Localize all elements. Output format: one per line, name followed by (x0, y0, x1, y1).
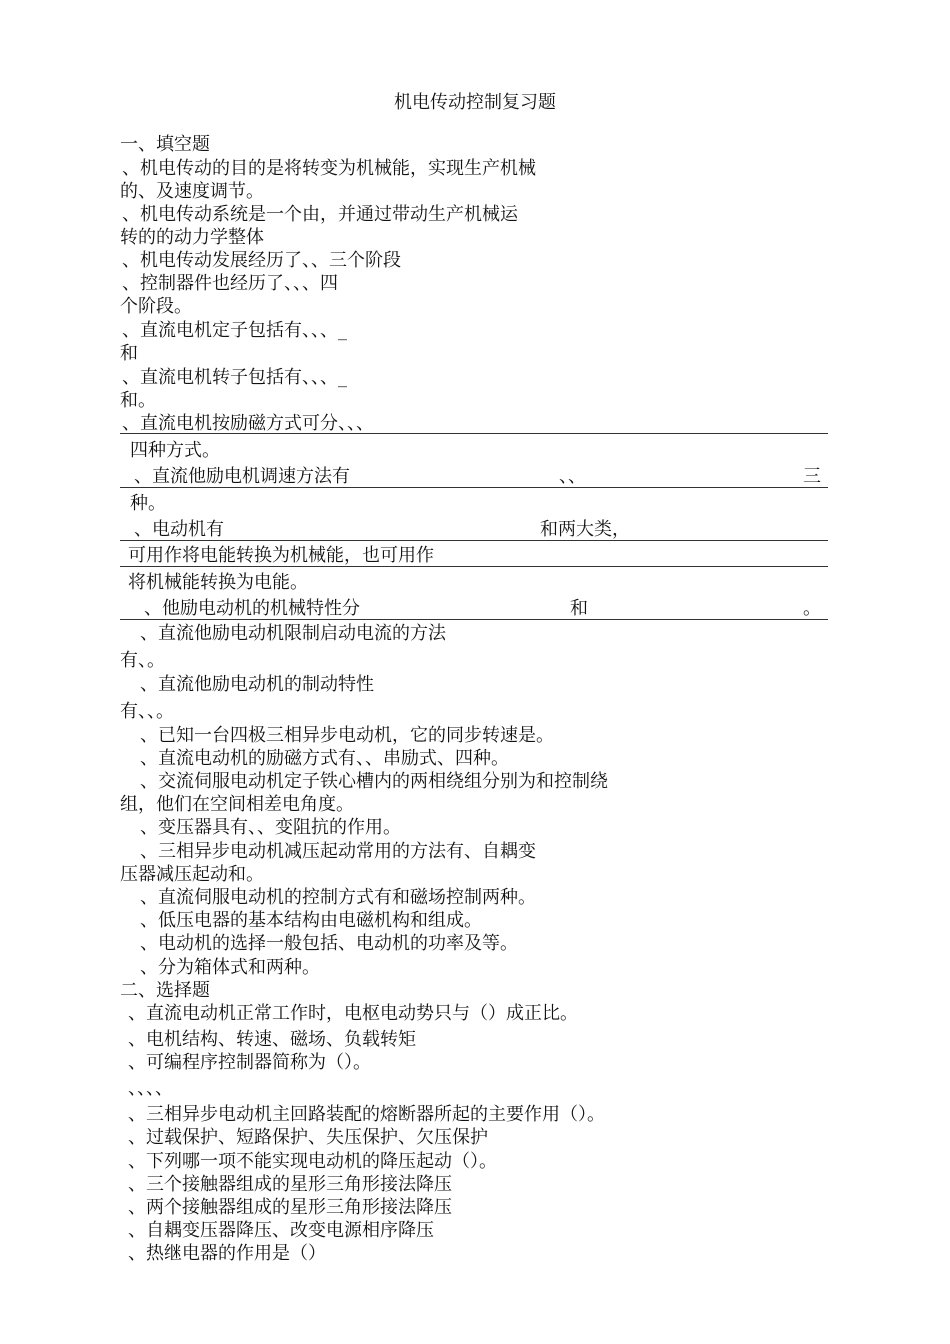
text-line: 有、、。 (120, 701, 174, 722)
section-heading-fill-in: 一、填空题 (120, 134, 210, 155)
text-line: 、、 (559, 466, 586, 487)
text-line: 、、、、 (128, 1078, 173, 1099)
text-line: 有、。 (120, 650, 165, 671)
text-line: 、分为箱体式和两种。 (140, 957, 320, 978)
text-line: 、他励电动机的机械特性分 (144, 598, 360, 619)
underline-rule (120, 540, 828, 541)
text-line: 将机械能转换为电能。 (128, 572, 308, 593)
text-line: 、热继电器的作用是（） (128, 1243, 326, 1264)
text-line: 和。 (120, 390, 156, 411)
text-line: 、直流他励电动机限制启动电流的方法 (140, 623, 446, 644)
text-line: 个阶段。 (120, 296, 192, 317)
text-line: 、直流电机按励磁方式可分、、、 (122, 413, 374, 434)
text-line: 、电动机有 (134, 519, 224, 540)
text-line: 、直流伺服电动机的控制方式有和磁场控制两种。 (140, 887, 536, 908)
text-line: 的、及速度调节。 (120, 181, 264, 202)
text-line: 、三相异步电动机减压起动常用的方法有、自耦变 (140, 841, 536, 862)
text-line: 、直流电机定子包括有、、、_ (122, 320, 347, 341)
text-line: 、变压器具有、、变阻抗的作用。 (140, 817, 401, 838)
text-line: 组，他们在空间相差电角度。 (120, 794, 354, 815)
text-line: 、机电传动的目的是将转变为机械能，实现生产机械 (122, 158, 536, 179)
text-line: 。 (803, 598, 821, 619)
text-line: 、电动机的选择一般包括、电动机的功率及等。 (140, 933, 518, 954)
text-line: 、电机结构、转速、磁场、负载转矩 (128, 1029, 416, 1050)
text-line: 、交流伺服电动机定子铁心槽内的两相绕组分别为和控制绕 (140, 771, 608, 792)
text-line: 、直流他励电动机的制动特性 (140, 674, 374, 695)
text-line: 、直流电动机正常工作时，电枢电动势只与（）成正比。 (128, 1003, 578, 1024)
text-line: 转的的动力学整体 (120, 227, 264, 248)
section-heading-choice: 二、选择题 (120, 980, 210, 1001)
text-line: 、低压电器的基本结构由电磁机构和组成。 (140, 910, 482, 931)
text-line: 、三相异步电动机主回路装配的熔断器所起的主要作用（）。 (128, 1104, 605, 1125)
text-line: 、下列哪一项不能实现电动机的降压起动（）。 (128, 1151, 497, 1172)
text-line: 、机电传动发展经历了、、三个阶段 (122, 250, 401, 271)
text-line: 和 (120, 343, 138, 364)
underline-rule (120, 566, 828, 567)
text-line: 、过载保护、短路保护、失压保护、欠压保护 (128, 1127, 488, 1148)
text-line: 、直流电机转子包括有、、、_ (122, 367, 347, 388)
underline-rule (120, 619, 828, 620)
text-line: 、直流电动机的励磁方式有、、串励式、四种。 (140, 748, 509, 769)
text-line: 可用作将电能转换为机械能，也可用作 (128, 545, 434, 566)
text-line: 、自耦变压器降压、改变电源相序降压 (128, 1220, 434, 1241)
text-line: 压器减压起动和。 (120, 864, 264, 885)
text-line: 、两个接触器组成的星形三角形接法降压 (128, 1197, 452, 1218)
underline-rule (120, 487, 828, 488)
underline-rule (120, 433, 828, 434)
text-line: 和两大类， (540, 519, 630, 540)
text-line: 、直流他励电机调速方法有 (134, 466, 350, 487)
text-line: 、可编程序控制器简称为（）。 (128, 1052, 371, 1073)
text-line: 四种方式。 (130, 440, 220, 461)
text-line: 、机电传动系统是一个由，并通过带动生产机械运 (122, 204, 518, 225)
text-line: 三 (803, 466, 821, 487)
text-line: 种。 (130, 493, 166, 514)
text-line: 、控制器件也经历了、、、四 (122, 273, 338, 294)
text-line: 、已知一台四极三相异步电动机，它的同步转速是。 (140, 725, 554, 746)
page-title: 机电传动控制复习题 (394, 92, 556, 113)
text-line: 和 (570, 598, 588, 619)
text-line: 、三个接触器组成的星形三角形接法降压 (128, 1174, 452, 1195)
